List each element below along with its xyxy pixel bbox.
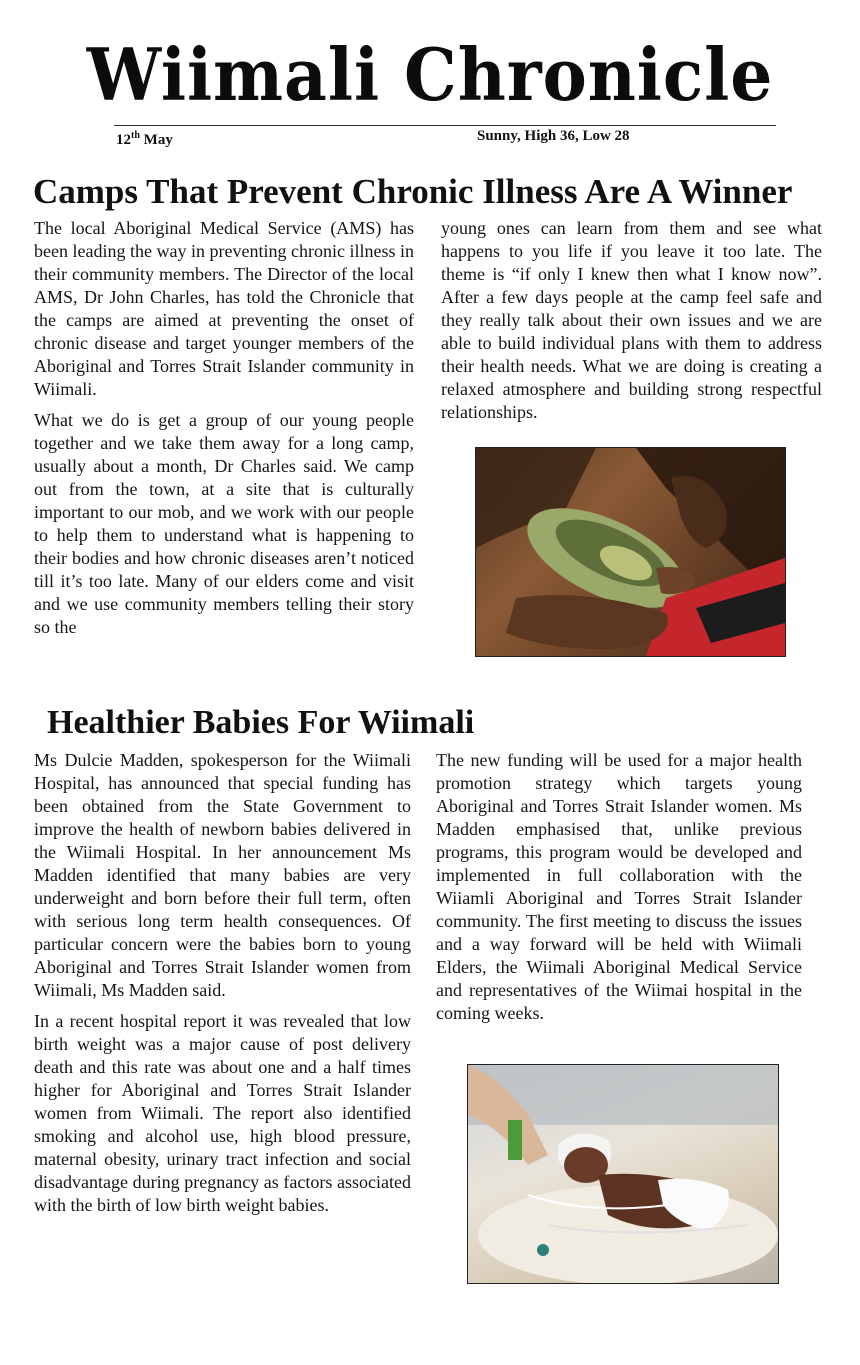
article2-column-left bbox=[34, 749, 411, 1225]
article1-paragraph: What we do is get a group of our young people together and we take them away for a long camp, usually about a month, Dr Charles said. We camp out from the town, at a site that is culturally important to our mob, and we work with our people to help them to understand what is happening to their bodies and how chronic diseases aren’t noticed till it’s too late. Many of our elders come and visit and we use community members telling their story so the bbox=[34, 410, 414, 637]
masthead-title: Wiimali Chronicle bbox=[86, 32, 774, 117]
article1-paragraph: young ones can learn from them and see what happens to you life if you leave it too late. The theme is “if only I knew then what I know now”. After a few days people at the camp feel safe and they really talk about their own issues and we are able to build individual plans with them to address their health needs. What we are doing is creating a relaxed atmosphere and building strong respectful relationships. bbox=[441, 218, 822, 422]
article1-column-right bbox=[441, 217, 822, 432]
masthead-rule bbox=[114, 125, 776, 126]
issue-date-suffix: th bbox=[131, 130, 140, 141]
article2-headline: Healthier Babies For Wiimali bbox=[47, 704, 475, 741]
article2-photo bbox=[467, 1064, 779, 1284]
weather-report: Sunny, High 36, Low 28 bbox=[477, 128, 630, 144]
article2-paragraph: In a recent hospital report it was revealed that low birth weight was a major cause of post delivery death and this rate was about one and a half times higher for Aboriginal and Torres Strait Islander women from Wiimali. The report also identified smoking and alcohol use, high blood pressure, maternal obesity, urinary tract infection and social disadvantage during pregnancy as factors associated with the birth of low birth weight babies. bbox=[34, 1011, 411, 1215]
newborn-baby-in-incubator-image bbox=[468, 1065, 778, 1283]
article1-photo bbox=[475, 447, 786, 657]
issue-date-month: May bbox=[139, 132, 173, 148]
issue-date bbox=[116, 127, 173, 149]
article2-paragraph: The new funding will be used for a major health promotion strategy which targets young Aboriginal and Torres Strait Islander women. Ms Madden emphasised that, unlike previous programs, this program would be developed and implemented in full collaboration with the Wiiamli Aboriginal and Torres Strait Islander community. The first meeting to discuss the issues and a way forward will be held with Wiimali Elders, the Wiimali Aboriginal Medical Service and representatives of the Wiimai hospital in the coming weeks. bbox=[436, 750, 802, 1023]
article1-paragraph: The local Aboriginal Medical Service (AMS) has been leading the way in preventing chronic illness in their community members. The Director of the local AMS, Dr John Charles, has told the Chronicle that the camps are aimed at preventing the onset of chronic disease and target younger members of the Aboriginal and Torres Strait Islander community in Wiimali. bbox=[34, 218, 414, 399]
article2-paragraph: Ms Dulcie Madden, spokesperson for the Wiimali Hospital, has announced that special funding has been obtained from the State Government to improve the health of newborn babies delivered in the Wiimali Hospital. In her announcement Ms Madden identified that many babies are very underweight and born before their full term, often with serious long term health consequences. Of particular concern were the babies born to young Aboriginal and Torres Strait Islander women from Wiimali, Ms Madden said. bbox=[34, 750, 411, 1000]
issue-date-day: 12 bbox=[116, 132, 131, 148]
article1-headline: Camps That Prevent Chronic Illness Are A Winner bbox=[33, 172, 793, 211]
article2-column-right bbox=[436, 749, 802, 1033]
article1-column-left bbox=[34, 217, 414, 647]
hands-holding-gourd-image bbox=[476, 448, 785, 656]
